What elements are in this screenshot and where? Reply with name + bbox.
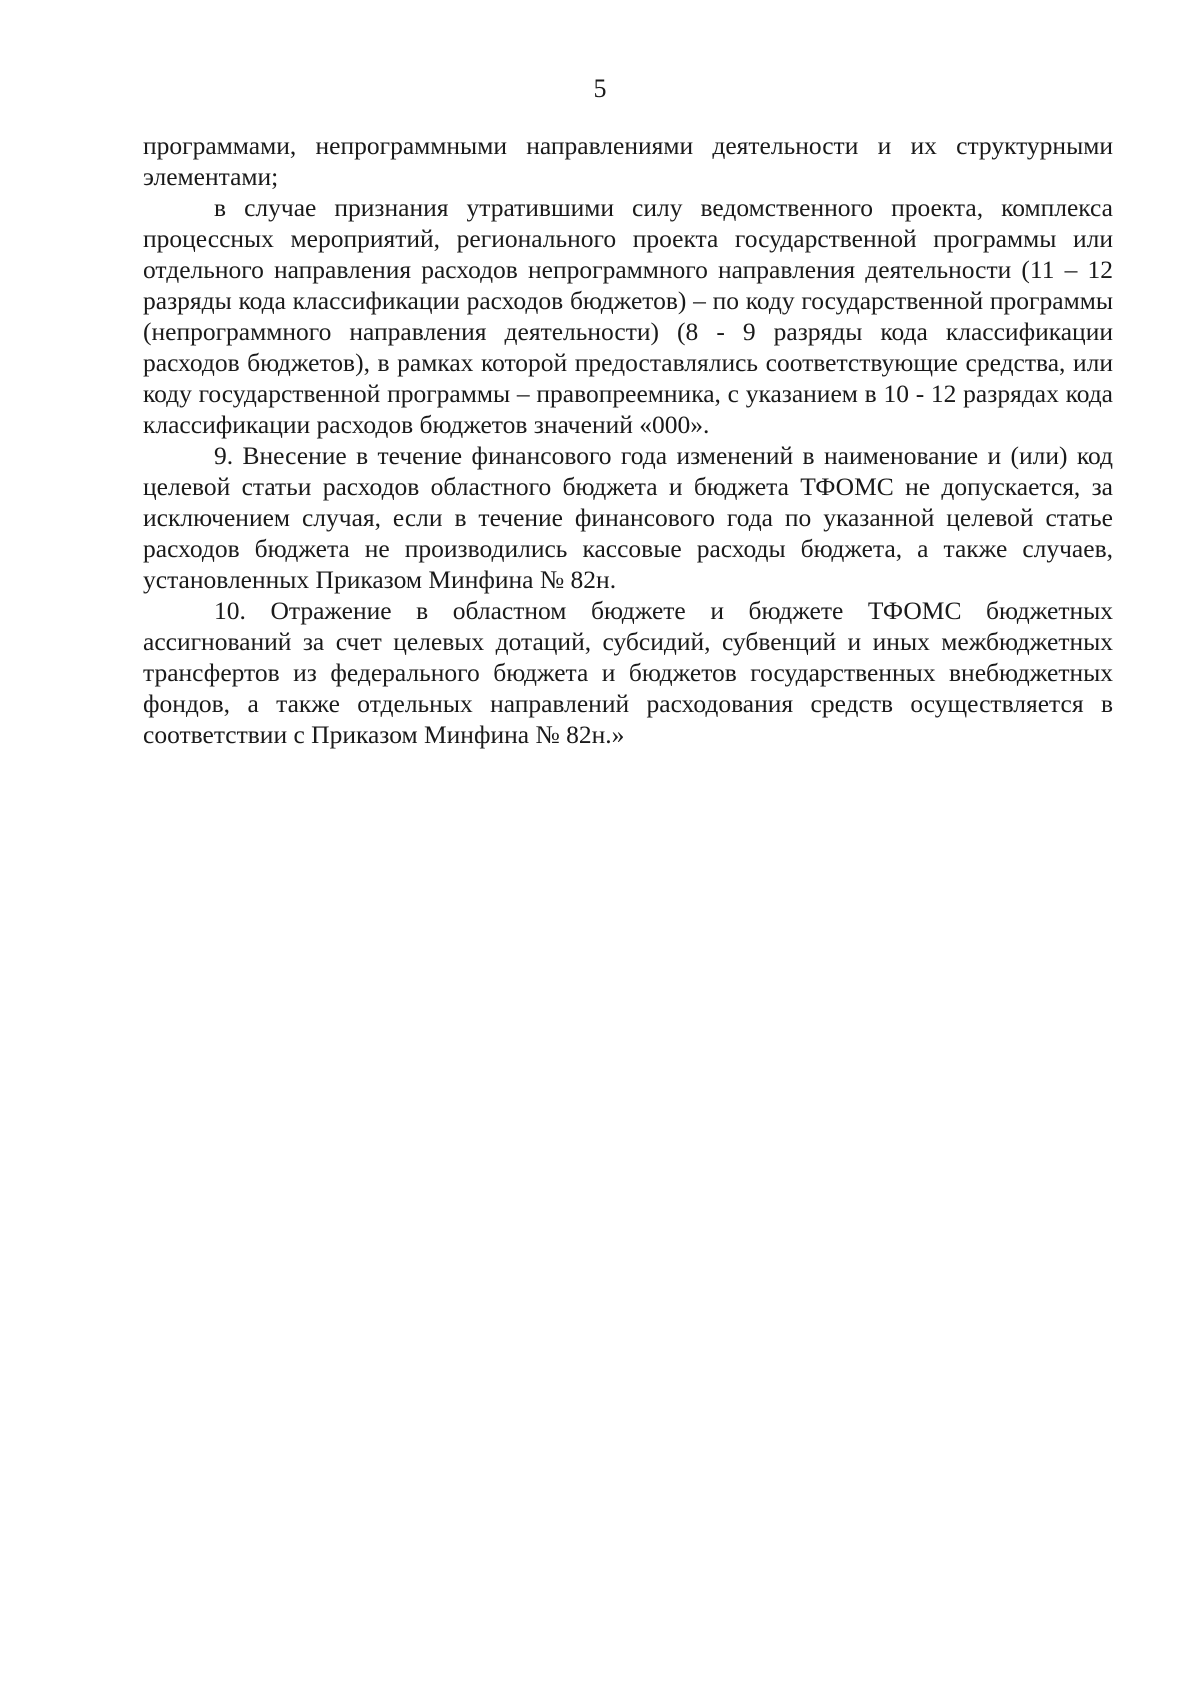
paragraph-item-10: 10. Отражение в областном бюджете и бюджете ТФОМС бюджетных ассигнований за счет целевых дотаций, субсидий, субвенций и иных межбюджетных трансфертов из федерального бюджета и бюджетов государственных внебюджетных фондов, а также отдельных направлений расходования средств осуществляется в соответствии с Приказом Минфина № 82н.» (143, 596, 1113, 749)
paragraph-continuation: программами, непрограммными направлениями деятельности и их структурными элементами; (143, 131, 1113, 191)
paragraph-item-9: 9. Внесение в течение финансового года изменений в наименование и (или) код целевой статьи расходов областного бюджета и бюджета ТФОМС не допускается, за исключением случая, если в течение финансового года по указанной целевой статье расходов бюджета не производились кассовые расходы бюджета, а также случаев, установленных Приказом Минфина № 82н. (143, 441, 1113, 594)
document-body (143, 130, 1113, 750)
paragraph-repeal-case: в случае признания утратившими силу ведомственного проекта, комплекса процессных мероприятий, регионального проекта государственной программы или отдельного направления расходов непрограммного направления деятельности (11 – 12 разряды кода классификации расходов бюджетов) – по коду государственной программы (непрограммного направления деятельности) (8 - 9 разряды кода классификации расходов бюджетов), в рамках которой предоставлялись соответствующие средства, или коду государственной программы – правопреемника, с указанием в 10 - 12 разрядах кода классификации расходов бюджетов значений «000». (143, 193, 1113, 439)
page-number: 5 (593, 74, 607, 103)
